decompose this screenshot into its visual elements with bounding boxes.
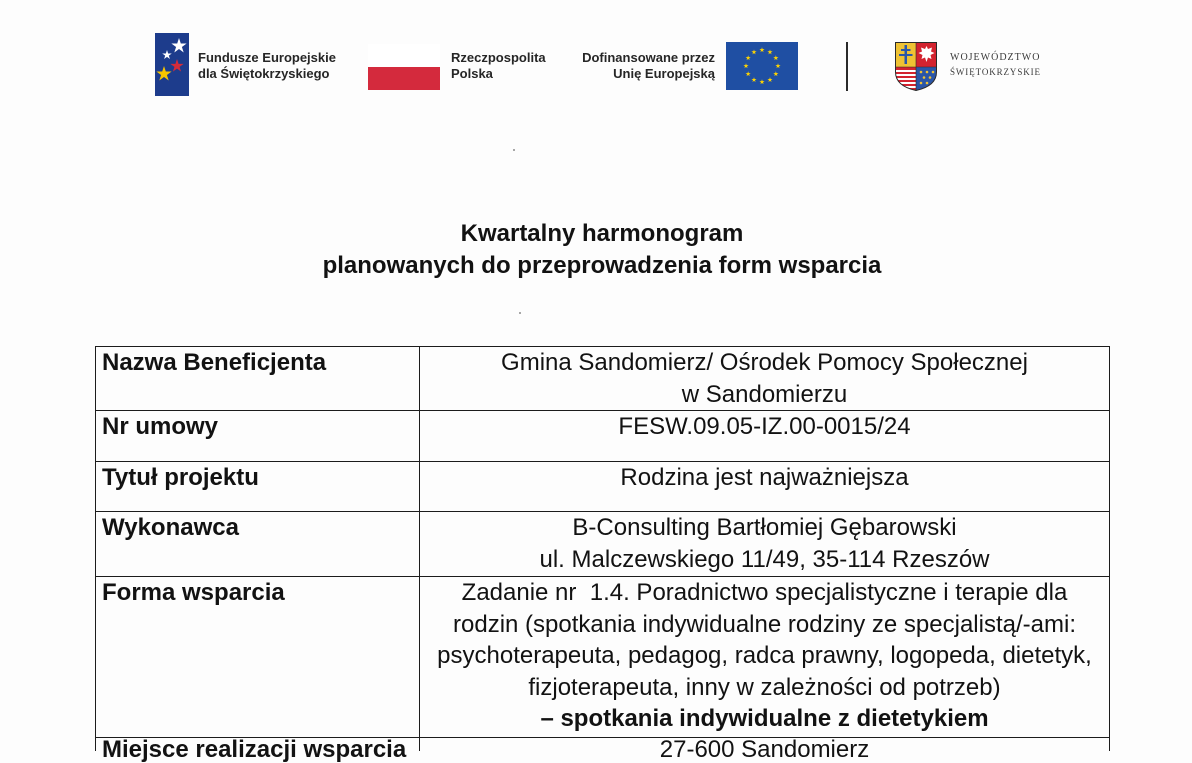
value-emphasis-line: – spotkania indywidualne z dietetykiem <box>540 705 989 732</box>
fe-logo-text <box>198 50 336 82</box>
fe-logo-line2: dla Świętokrzyskiego <box>198 66 330 81</box>
flag-white-band <box>368 44 440 67</box>
value-line: fizjoterapeuta, inny w zależności od potrzeb) <box>528 673 1001 701</box>
value-line: Zadanie nr 1.4. Poradnictwo specjalistyczne i terapie dla <box>461 579 1068 606</box>
title-line1: Kwartalny harmonogram <box>460 220 744 247</box>
row-value <box>420 577 1109 737</box>
rp-logo-line2: Polska <box>451 66 493 81</box>
ue-logo-line1: Dofinansowane przez <box>582 50 715 65</box>
table-row <box>96 512 1109 577</box>
value-line: 27-600 Sandomierz <box>659 736 870 763</box>
row-label: Tytuł projektu <box>96 462 420 511</box>
logo-divider <box>846 42 848 91</box>
row-label: Nazwa Beneficjenta <box>96 347 420 410</box>
document-title <box>0 218 1192 282</box>
value-line: psychoterapeuta, pedagog, radca prawny, logopeda, dietetyk, <box>437 642 1092 669</box>
fe-logo-line1: Fundusze Europejskie <box>198 50 336 65</box>
value-line: rodzin (spotkania indywidualne rodziny ze specjalistą/-ami: <box>453 610 1076 638</box>
row-value <box>420 347 1109 410</box>
value-line: Gmina Sandomierz/ Ośrodek Pomocy Społecznej <box>501 349 1028 376</box>
table-row <box>96 462 1109 512</box>
coat-of-arms-icon <box>895 42 937 91</box>
region-logo-line2: ŚWIĘTOKRZYSKIE <box>950 67 1041 77</box>
info-table <box>95 346 1110 763</box>
eu-flag-icon <box>726 42 798 90</box>
table-row <box>96 577 1109 738</box>
row-value <box>420 736 1109 763</box>
table-row <box>96 347 1109 411</box>
row-label: Wykonawca <box>96 512 420 576</box>
scan-speck <box>519 312 521 314</box>
region-logo-line1: WOJEWÓDZTWO <box>950 52 1041 63</box>
value-line: FESW.09.05-IZ.00-0015/24 <box>618 413 911 440</box>
flag-red-band <box>368 67 440 90</box>
row-label: Miejsce realizacji wsparcia <box>96 738 420 751</box>
scan-speck <box>513 149 515 151</box>
table-row <box>96 411 1109 462</box>
title-line2: planowanych do przeprowadzenia form wsparcia <box>322 252 882 279</box>
table-row <box>96 736 1109 763</box>
row-label: Nr umowy <box>96 411 420 461</box>
value-line: B-Consulting Bartłomiej Gębarowski <box>572 514 957 541</box>
value-line: ul. Malczewskiego 11/49, 35-114 Rzeszów <box>539 545 990 573</box>
row-label: Forma wsparcia <box>96 577 420 737</box>
region-logo-text <box>950 51 1041 79</box>
row-value <box>420 512 1109 576</box>
rp-logo-line1: Rzeczpospolita <box>451 50 546 65</box>
rp-logo-text <box>451 50 546 82</box>
ue-logo-line2: Unię Europejską <box>613 66 715 81</box>
fundusze-europejskie-icon <box>155 33 189 96</box>
value-line: w Sandomierzu <box>681 380 848 408</box>
ue-logo-text <box>582 50 715 82</box>
row-value <box>420 462 1109 511</box>
row-value <box>420 411 1109 461</box>
value-line: Rodzina jest najważniejsza <box>620 464 909 491</box>
polish-flag-icon <box>368 44 440 90</box>
